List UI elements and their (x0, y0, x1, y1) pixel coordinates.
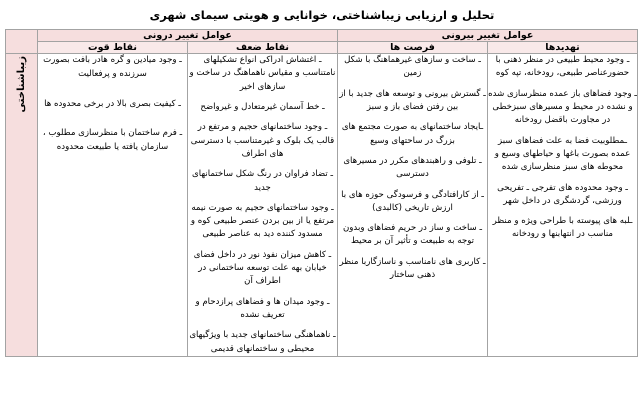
list-item: ـلبه های پیوسته با طراحی ویژه و منظر مناسب در انتهابنها و رودخانه (492, 216, 633, 240)
cell-opportunities (338, 54, 488, 357)
list-item: ـ وجود ساختمانهای حجیم به صورت نیمه مرتفع یا از بین بردن عنصر طبیعی کوه و مسدود کننده دید به عناصر طبیعی (190, 202, 335, 240)
list-item: ـ وجود محیط طبیعی در منظر ذهنی با حضورعناصر طبیعی، رودخانه، تپه کوه (495, 55, 630, 79)
list-item: ـ کاهش میزان نفوذ نور در داخل فضای خیابان بهه علت توسعه ساختمانی در اطراف آن (193, 249, 332, 287)
list-item: ـ تلوفی و راهبندهای مکرر در مسیرهای دسترسی (343, 155, 482, 180)
list-item: ـ وجود میادین و گره هادر بافت بصورت سرزنده و پرفعالیت (43, 55, 182, 79)
table-header-row-sub (5, 42, 637, 54)
header-opportunities: فرصت ها (338, 42, 488, 54)
list-item: ـ گسترش بیرونی و توسعه های جدید با از بین رفتن فضای باز و سبز (339, 88, 486, 112)
list-item: ـ وجود فضاهای باز عمده منظرسازی شده و نشده در محیط و مسیرهای سبزخطی در مجاورت باقضل رودخانه (488, 88, 637, 126)
list-item: ـ وجود ساختمانهای حجیم و مرتفع در قالب یک بلوک و غیرمتناسب با دسترسی های اطراف (190, 122, 335, 159)
list-item: ـ وجود محدوده های تفرجی ـ تفریحی ورزشی، گردشگری در داخل شهر (497, 182, 628, 206)
list-item: ـ ساخت و ساز در حریم فضاهای وبدون توجه به طبیعت و تأثیر آن بر محیط (342, 223, 483, 247)
list-item: ـایجاد ساختمانهای به صورت مجتمع های بزرگ در ساحتهای وسیع (341, 122, 484, 146)
header-weaknesses: نقاط ضعف (188, 42, 338, 54)
list-item: ـ ساخت و سازهای غیرهماهنگ با شکل زمین (344, 55, 481, 79)
header-strengths: نقاط قوت (37, 42, 187, 54)
list-item: ـمطلوبیت فضا به علت فضاهای سبز عمده بصورت باغها و حیاطهای وسیع و محوطه های سبز منظرسازی شده (494, 135, 631, 173)
swot-matrix-table (5, 29, 638, 357)
list-item: ـ کاربری های نامناسب و ناسازگاربا منظر ذهنی ساختار (339, 256, 486, 281)
cell-strengths (37, 54, 187, 357)
list-item: ـ کیفیت بصری بالا در برخی محدوده ها (44, 98, 181, 109)
list-item: ـ از کارافتادگی و فرسودگی حوزه های با ارزش تاریخی (کالبدی) (341, 189, 484, 213)
header-threats: تهدیدها (488, 42, 638, 54)
axis-label-aesthetics (5, 54, 37, 357)
table-row (5, 54, 637, 357)
list-item: ـ تضاد فراوان در رنگ شکل ساختمانهای جدید (192, 169, 333, 193)
header-external-factors: عوامل تغییر بیرونی (338, 30, 638, 42)
table-header-row-top (5, 30, 637, 42)
list-item: ـ ناهماهنگی ساختمانهای جدید با ویژگیهای محیطی و ساختمانهای قدیمی (189, 330, 336, 354)
list-item: ـ فرم ساختمان با منظرسازی مطلوب ، سازمان یافته یا طبیعت محدوده (42, 128, 183, 152)
cell-weaknesses (188, 54, 338, 357)
list-item: ـ اغتشاش ادراکی انواع تشکیلهای نامتناسب و مقیاس ناهماهنگ در ساخت و سازهای اخیر (189, 55, 336, 92)
header-internal-factors: عوامل تغییر درونی (37, 30, 337, 42)
axis-label-text: زیباشناختی (15, 56, 27, 113)
page-title: تحلیل و ارزیابی زیباشناختی، خوانایی و هویتی سیمای شهری (149, 8, 495, 22)
list-item: ـ وجود میدان ها و فضاهای پرازدحام و تعریف نشده (195, 296, 330, 320)
list-item: ـ خط آسمان غیرمتعادل و غیرواضح (200, 101, 325, 112)
cell-threats (488, 54, 638, 357)
header-axis-blank (5, 30, 37, 54)
